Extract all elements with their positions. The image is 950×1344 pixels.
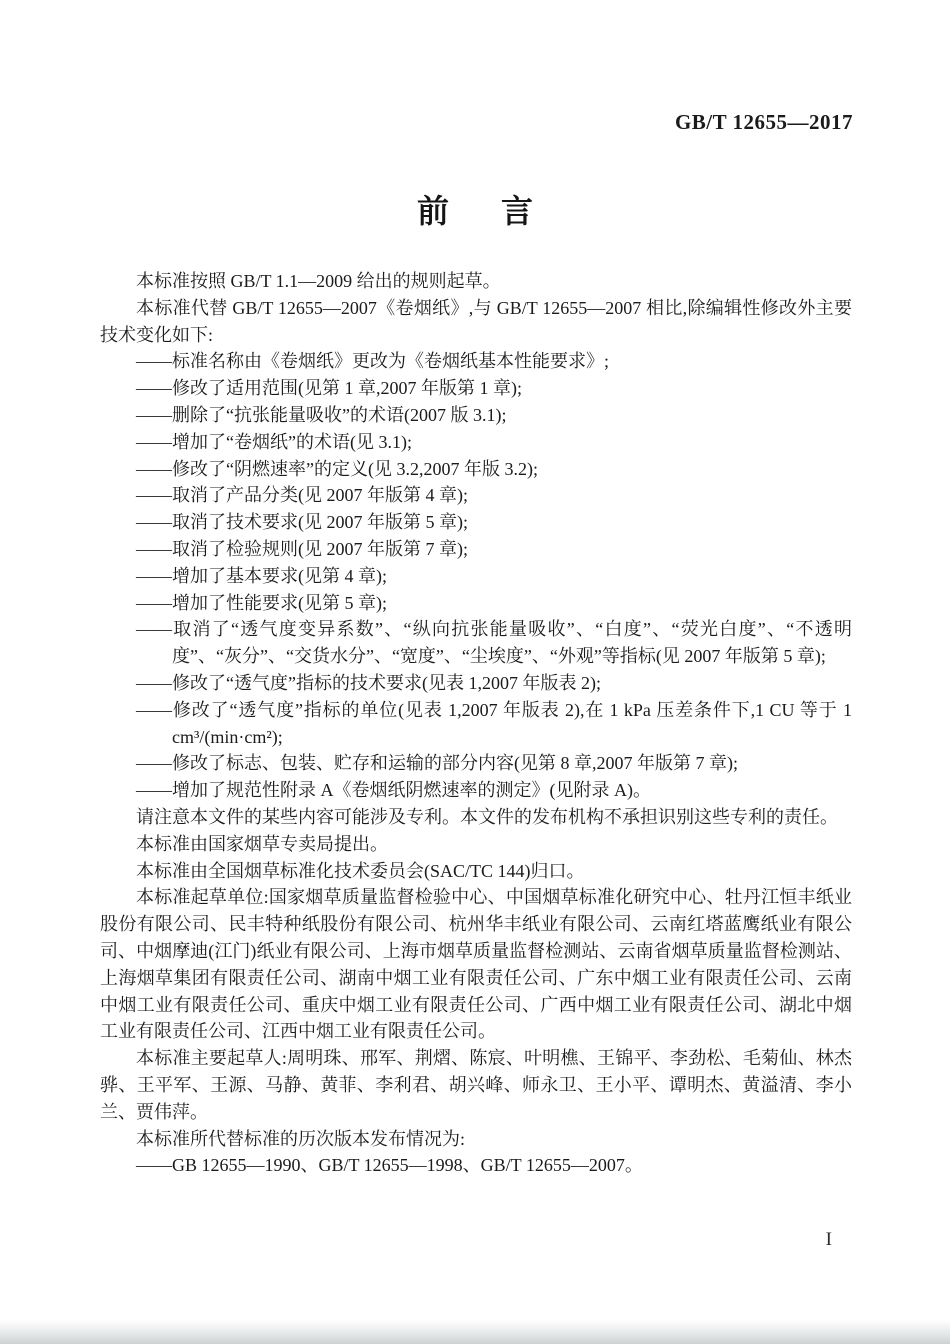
change-list-item: ——删除了“抗张能量吸收”的术语(2007 版 3.1); — [136, 404, 507, 425]
foreword-paragraph: 本标准所代替标准的历次版本发布情况为: — [136, 1128, 465, 1149]
change-list-item: ——取消了产品分类(见 2007 年版第 4 章); — [136, 485, 468, 506]
standard-code-header: GB/T 12655—2017 — [674, 110, 853, 134]
scan-bottom-edge — [0, 1320, 950, 1344]
change-list-item: ——取消了检验规则(见 2007 年版第 7 章); — [136, 538, 468, 559]
foreword-paragraph: 本标准主要起草人:周明珠、邢军、荆熠、陈宸、叶明樵、王锦平、李劲松、毛菊仙、林杰骅、王平军、王源、马静、黄菲、李利君、胡兴峰、师永卫、王小平、谭明杰、黄溢清、李小兰、贾伟萍。 — [100, 1048, 852, 1122]
foreword-paragraph: 请注意本文件的某些内容可能涉及专利。本文件的发布机构不承担识别这些专利的责任。 — [136, 806, 838, 827]
change-list-item: ——增加了基本要求(见第 4 章); — [136, 565, 387, 586]
foreword-paragraph: 本标准代替 GB/T 12655—2007《卷烟纸》,与 GB/T 12655—2007 相比,除编辑性修改外主要技术变化如下: — [100, 297, 852, 345]
foreword-title-char-1: 前 — [416, 193, 449, 229]
foreword-title — [0, 186, 950, 232]
page-number: I — [825, 1229, 832, 1250]
foreword-paragraph: 本标准起草单位:国家烟草质量监督检验中心、中国烟草标准化研究中心、牡丹江恒丰纸业股份有限公司、民丰特种纸股份有限公司、杭州华丰纸业有限公司、云南红塔蓝鹰纸业有限公司、中烟摩迪(江门)纸业有限公司、上海市烟草质量监督检测站、云南省烟草质量监督检测站、上海烟草集团有限责任公司、湖南中烟工业有限责任公司、广东中烟工业有限责任公司、云南中烟工业有限责任公司、重庆中烟工业有限责任公司、广西中烟工业有限责任公司、湖北中烟工业有限责任公司、江西中烟工业有限责任公司。 — [100, 887, 852, 1042]
change-list-item: ——修改了“阴燃速率”的定义(见 3.2,2007 年版 3.2); — [136, 458, 538, 479]
foreword-paragraph: 本标准由全国烟草标准化技术委员会(SAC/TC 144)归口。 — [136, 860, 585, 881]
change-list-item: ——增加了性能要求(见第 5 章); — [136, 592, 387, 613]
change-list-item: ——增加了“卷烟纸”的术语(见 3.1); — [136, 431, 412, 452]
change-list-item: ——GB 12655—1990、GB/T 12655—1998、GB/T 12655—2007。 — [136, 1155, 643, 1176]
change-list-item: ——增加了规范性附录 A《卷烟纸阴燃速率的测定》(见附录 A)。 — [136, 780, 651, 801]
change-list-item: ——修改了“透气度”指标的单位(见表 1,2007 年版表 2),在 1 kPa 压差条件下,1 CU 等于 1 cm³/(min·cm²); — [136, 699, 852, 747]
change-list-item: ——取消了“透气度变异系数”、“纵向抗张能量吸收”、“白度”、“荧光白度”、“不透明度”、“灰分”、“交货水分”、“宽度”、“尘埃度”、“外观”等指标(见 2007 年版第 5 章); — [136, 619, 852, 667]
change-list-item: ——标准名称由《卷烟纸》更改为《卷烟纸基本性能要求》; — [136, 351, 609, 372]
foreword-paragraph: 本标准由国家烟草专卖局提出。 — [136, 833, 388, 854]
foreword-paragraph: 本标准按照 GB/T 1.1—2009 给出的规则起草。 — [136, 271, 501, 291]
change-list-item: ——修改了标志、包装、贮存和运输的部分内容(见第 8 章,2007 年版第 7 章); — [136, 753, 738, 774]
foreword-blocks — [100, 268, 852, 1179]
foreword-title-char-2: 言 — [501, 193, 534, 229]
change-list-item: ——修改了“透气度”指标的技术要求(见表 1,2007 年版表 2); — [136, 672, 601, 693]
change-list-item: ——取消了技术要求(见 2007 年版第 5 章); — [136, 512, 468, 533]
change-list-item: ——修改了适用范围(见第 1 章,2007 年版第 1 章); — [136, 378, 522, 399]
